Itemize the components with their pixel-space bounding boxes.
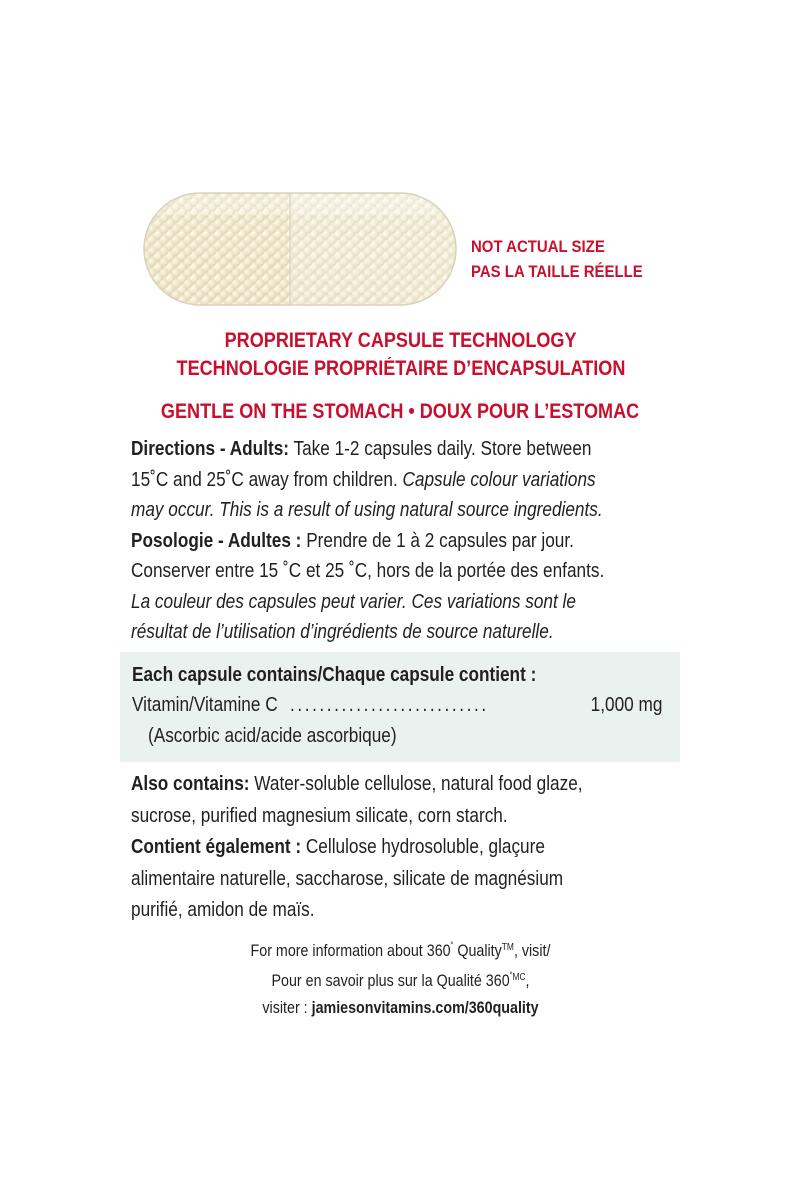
also-fr-line-3: purifié, amidon de maïs. [131, 899, 315, 921]
directions-section [131, 434, 691, 648]
footer-line-3: visiter : jamiesonvitamins.com/360quality [262, 998, 539, 1017]
size-disclaimer-en: NOT ACTUAL SIZE [471, 237, 605, 256]
ingredient-leader-dots: ........................... [290, 694, 489, 716]
ingredients-heading: Each capsule contains/Chaque capsule contient : [132, 664, 537, 686]
directions-fr-line-2: Conserver entre 15 ˚C et 25 ˚C, hors de la portée des enfants. [131, 560, 605, 582]
footer-line-2: Pour en savoir plus sur la Qualité $360^{˚MC}$, [271, 971, 530, 990]
directions-fr-label: Posologie - Adultes : [131, 529, 302, 552]
ingredient-name: Vitamin/Vitamine C [132, 694, 278, 716]
directions-en-line-1: Directions - Adults: Take 1-2 capsules daily. Store between [131, 438, 592, 460]
directions-en-line-2: 15˚C and 25˚C away from children. Capsule colour variations [131, 468, 596, 491]
also-contains-section [131, 769, 691, 927]
directions-fr-line-4: résultat de l’utilisation d’ingrédients de source naturelle. [131, 621, 554, 643]
ingredient-source: (Ascorbic acid/acide ascorbique) [148, 725, 397, 747]
tagline-text: GENTLE ON THE STOMACH • DOUX POUR L’ESTOMAC [161, 400, 640, 423]
technology-heading-fr: TECHNOLOGIE PROPRIÉTAIRE D’ENCAPSULATION [176, 357, 625, 380]
size-disclaimer-fr: PAS LA TAILLE RÉELLE [471, 262, 643, 281]
also-fr-label: Contient également : [131, 836, 302, 858]
footer-line-1: For more information about 360˚ Quality™, visit/ [250, 941, 551, 960]
also-en-line-2: sucrose, purified magnesium silicate, corn starch. [131, 804, 508, 827]
also-fr-line-2: alimentaire naturelle, saccharose, silicate de magnésium [131, 867, 564, 890]
tagline [0, 398, 801, 426]
capsule-image [140, 185, 460, 315]
capsule-illustration [140, 185, 460, 315]
directions-fr-line-1: Posologie - Adultes : Prendre de 1 à 2 capsules par jour. [131, 529, 574, 552]
website-link[interactable]: jamiesonvitamins.com/360quality [311, 998, 539, 1017]
also-en-line-1: Also contains: Water-soluble cellulose, natural food glaze, [131, 773, 583, 795]
technology-heading-en: PROPRIETARY CAPSULE TECHNOLOGY [224, 329, 577, 352]
ingredients-panel [120, 652, 680, 762]
size-disclaimer [471, 234, 643, 284]
directions-fr-line-3: La couleur des capsules peut varier. Ces variations sont le [131, 590, 576, 613]
footer-info [0, 934, 801, 1021]
ingredient-amount: 1,000 mg [590, 694, 662, 716]
also-en-label: Also contains: [131, 773, 250, 795]
also-fr-line-1: Contient également : Cellulose hydrosoluble, glaçure [131, 836, 545, 858]
directions-en-label: Directions - Adults: [131, 438, 289, 460]
technology-heading [0, 327, 801, 383]
directions-en-line-3: may occur. This is a result of using natural source ingredients. [131, 499, 603, 521]
